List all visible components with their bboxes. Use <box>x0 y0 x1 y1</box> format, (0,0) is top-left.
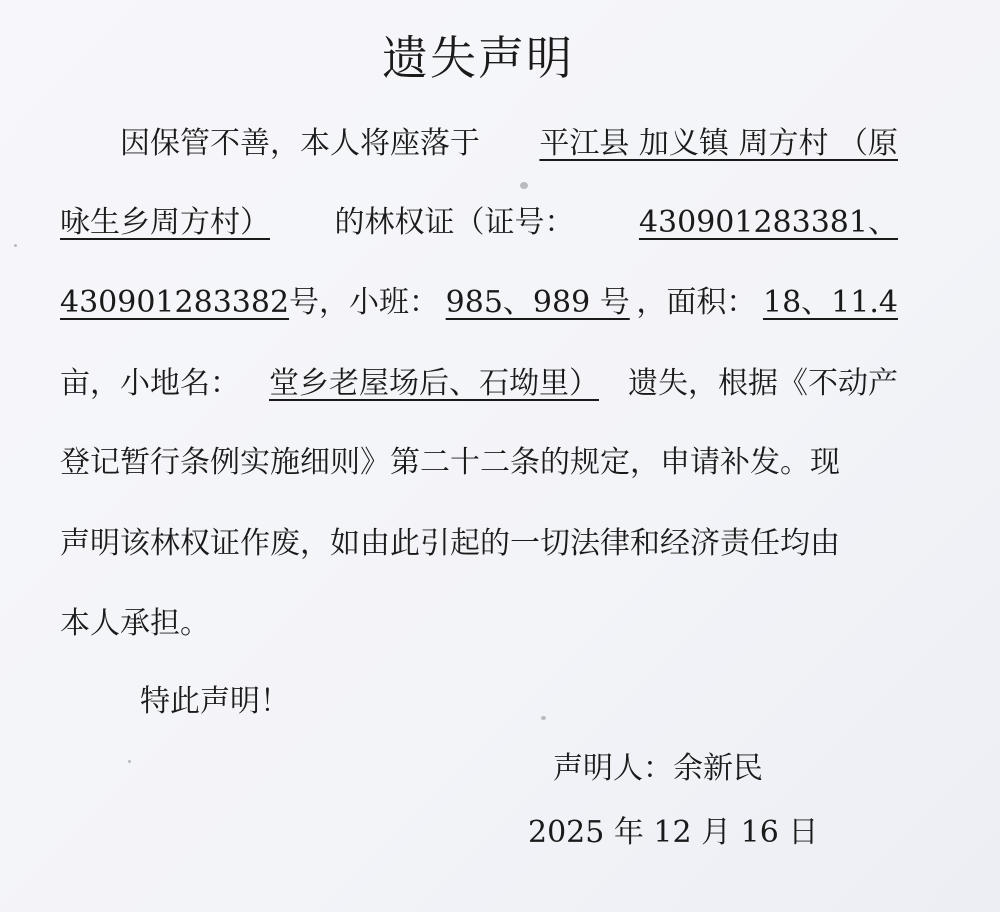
paper-speck <box>14 244 17 247</box>
subcompartment-label: 号，小班： <box>289 285 440 320</box>
closing-statement: 特此声明！ <box>140 684 290 719</box>
area-label: ，面积： <box>636 285 757 320</box>
paper-speck <box>128 760 131 763</box>
former-village-name: 咏生乡周方村） <box>60 205 270 240</box>
body-line-4 <box>60 364 898 404</box>
body-line-6: 声明该林权证作废，如由此引起的一切法律和经济责任均由 <box>60 526 840 561</box>
declarant-signature: 声明人：余新民 <box>553 751 763 786</box>
body-line-2 <box>60 203 898 243</box>
certificate-label: 的林权证（证号： <box>334 205 575 240</box>
subcompartment-numbers: 985、989 号 <box>445 285 630 320</box>
body-line-5: 登记暂行条例实施细则》第二十二条的规定，申请补发。现 <box>60 445 840 480</box>
paper-speck <box>520 182 528 189</box>
paper-speck <box>541 716 546 720</box>
certificate-number-1: 430901283381、 <box>638 205 898 240</box>
regulation-reference: 遗失，根据《不动产 <box>628 366 898 401</box>
locality-names: 堂乡老屋场后、石坳里） <box>269 366 599 401</box>
body-line-3 <box>60 283 898 323</box>
property-location: 平江县 加义镇 周方村 （原 <box>539 126 898 161</box>
intro-text: 因保管不善，本人将座落于 <box>120 126 480 161</box>
body-line-1 <box>120 124 898 164</box>
declaration-date: 2025 年 12 月 16 日 <box>528 815 819 850</box>
document-title: 遗失声明 <box>382 31 574 85</box>
certificate-number-2: 430901283382 <box>60 285 290 320</box>
locality-label: 亩，小地名： <box>60 366 240 401</box>
area-values: 18、11.4 <box>762 285 898 320</box>
body-line-7: 本人承担。 <box>60 606 210 641</box>
